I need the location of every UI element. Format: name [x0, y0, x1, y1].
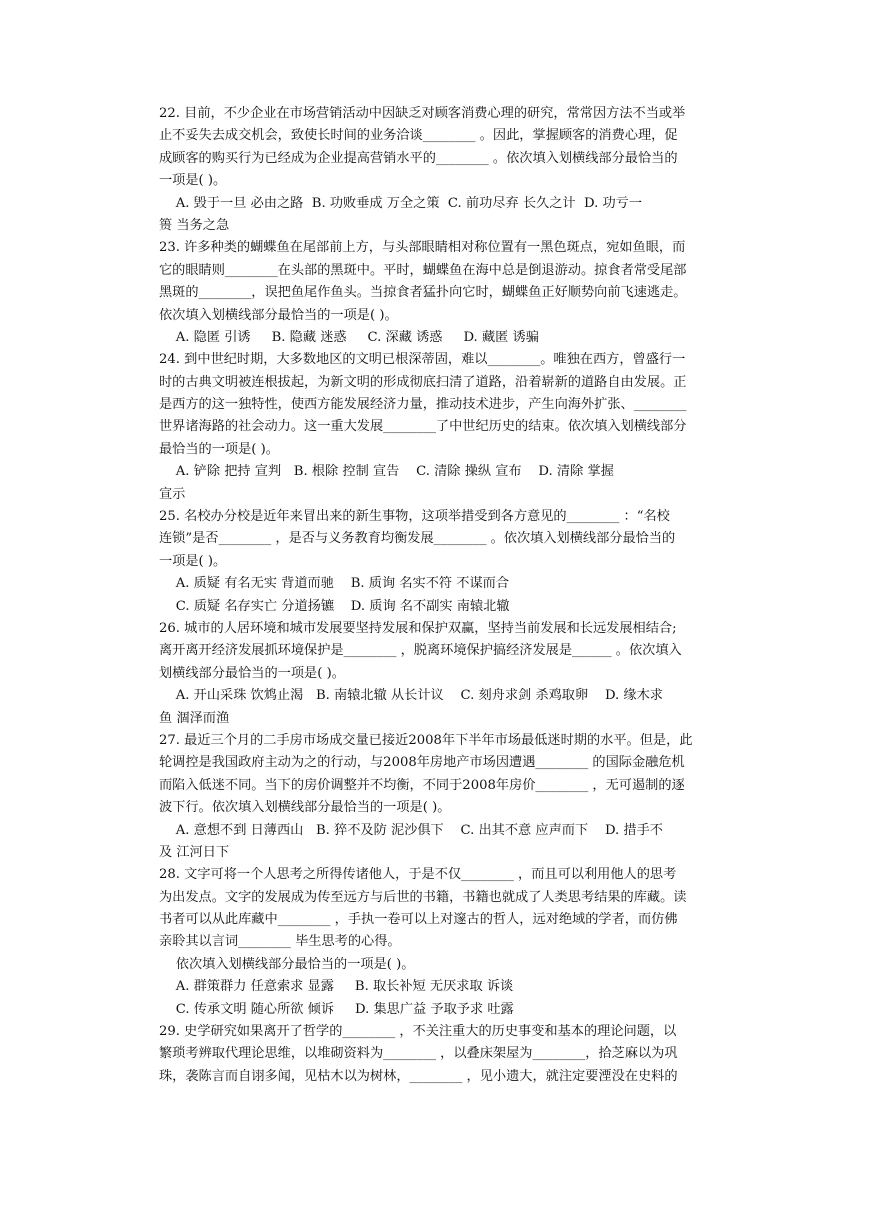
text-line: 时的古典文明被连根拔起，为新文明的形成彻底扫清了道路，沿着崭新的道路自由发展。正	[159, 374, 687, 390]
text-line: 止不妥失去成交机会，致使长时间的业务洽谈________ 。因此，掌握顾客的消费心理，促	[159, 128, 678, 144]
text-line: A. 隐匿 引诱 B. 隐藏 迷惑 C. 深藏 诱惑 D. 藏匿 诱骗	[159, 329, 539, 345]
text-line: 划横线部分最恰当的一项是( )。	[159, 665, 345, 681]
document-page	[159, 103, 736, 1088]
text-line: A. 开山采珠 饮鸩止渴 B. 南辕北辙 从长计议 C. 刻舟求剑 杀鸡取卵 D. 缘木求	[159, 688, 663, 704]
text-line: 轮调控是我国政府主动为之的行动，与2008年房地产市场因遭遇________ 的国际金融危机	[159, 755, 685, 771]
text-line: 鱼 涸泽而渔	[159, 710, 230, 726]
text-line: 22. 目前，不少企业在市场营销活动中因缺乏对顾客消费心理的研究，常常因方法不当或举	[159, 106, 686, 121]
text-line: 一项是( )。	[159, 553, 227, 569]
text-line: A. 质疑 有名无实 背道而驰 B. 质询 名实不符 不谋而合	[159, 576, 510, 592]
text-line: 24. 到中世纪时期，大多数地区的文明已根深蒂固，难以________。唯独在西方，曾盛行一	[159, 352, 686, 368]
text-line: 27. 最近三个月的二手房市场成交量已接近2008年下半年市场最低迷时期的水平。但是，此	[159, 732, 693, 748]
text-line: 成顾客的购买行为已经成为企业提高营销水平的________ 。依次填入划横线部分最恰当的	[159, 150, 678, 166]
text-line: 连锁”是否________ ，是否与义务教育均衡发展________ 。依次填入划横线部分最恰当的	[159, 531, 676, 547]
text-line: 离开离开经济发展抓环境保护是________ ，脱离环境保护搞经济发展是______ 。依次填入	[159, 643, 682, 659]
text-line: 为出发点。文字的发展成为传至远方与后世的书籍，书籍也就成了人类思考结果的库藏。读	[159, 889, 687, 905]
text-line: A. 意想不到 日薄西山 B. 猝不及防 泥沙俱下 C. 出其不意 应声而下 D. 措手不	[159, 822, 663, 838]
text-line: 23. 许多种类的蝴蝶鱼在尾部前上方，与头部眼睛相对称位置有一黑色斑点，宛如鱼眼，而	[159, 240, 686, 256]
text-line: 它的眼睛则________在头部的黑斑中。平时，蝴蝶鱼在海中总是倒退游动。掠食者常受尾部	[159, 262, 687, 278]
text-line: 依次填入划横线部分最恰当的一项是( )。	[159, 956, 415, 972]
text-line: 黑斑的________，误把鱼尾作鱼头。当掠食者猛扑向它时，蝴蝶鱼正好顺势向前飞速逃走。	[159, 285, 687, 301]
text-line: 25. 名校办分校是近年来冒出来的新生事物，这项举措受到各方意见的________ ：“名校	[159, 509, 670, 525]
text-line: 26. 城市的人居环境和城市发展要坚持发展和保护双赢，坚持当前发展和长远发展相结合;	[159, 620, 677, 636]
text-line: 篑 当务之急	[159, 217, 230, 233]
text-line: 亲聆其以言词________ 毕生思考的心得。	[159, 934, 401, 950]
text-line: 宣示	[159, 486, 186, 502]
text-line: 世界诸海路的社会动力。这一重大发展________了中世纪历史的结束。依次填入划横线部分	[159, 419, 687, 435]
text-line: 一项是( )。	[159, 173, 227, 189]
text-line: 依次填入划横线部分最恰当的一项是( )。	[159, 307, 398, 323]
text-line: 珠，袭陈言而自诩多闻，见枯木以为树林，________ ，见小遗大，就注定要湮没在史料的	[159, 1068, 678, 1084]
text-line: C. 质疑 名存实亡 分道扬镳 D. 质询 名不副实 南辕北辙	[159, 598, 510, 614]
text-line: 而陷入低迷不同。当下的房价调整并不均衡，不同于2008年房价________ ，无可遏制的逐	[159, 777, 685, 793]
text-line: A. 群策群力 任意索求 显露 B. 取长补短 无厌求取 诉谈	[159, 979, 514, 995]
text-line: 最恰当的一项是( )。	[159, 441, 279, 457]
text-line: A. 铲除 把持 宣判 B. 根除 控制 宣告 C. 清除 操纵 宣布 D. 清除 掌握	[159, 464, 614, 480]
text-line: 波下行。依次填入划横线部分最恰当的一项是( )。	[159, 800, 451, 816]
text-line: A. 毁于一旦 必由之路 B. 功败垂成 万全之策 C. 前功尽弃 长久之计 D. 功亏一	[159, 195, 643, 211]
text-line: 28. 文字可将一个人思考之所得传诸他人，于是不仅________ ，而且可以利用他人的思考	[159, 867, 677, 883]
text-line: C. 传承文明 随心所欲 倾诉 D. 集思广益 予取予求 吐露	[159, 1001, 514, 1017]
text-line: 及 江河日下	[159, 844, 230, 860]
document-body	[159, 103, 736, 1088]
text-line: 书者可以从此库藏中________ ，手执一卷可以上对邃古的哲人，远对绝域的学者，而仿佛	[159, 912, 678, 928]
text-line: 29. 史学研究如果离开了哲学的________ ，不关注重大的历史事变和基本的理论问题，以	[159, 1024, 677, 1040]
text-line: 繁琐考辨取代理论思维，以堆砌资料为________ ，以叠床架屋为________，拾芝麻以为巩	[159, 1046, 678, 1062]
text-line: 是西方的这一独特性，使西方能发展经济力量，推动技术进步，产生向海外扩张、________	[159, 397, 687, 413]
